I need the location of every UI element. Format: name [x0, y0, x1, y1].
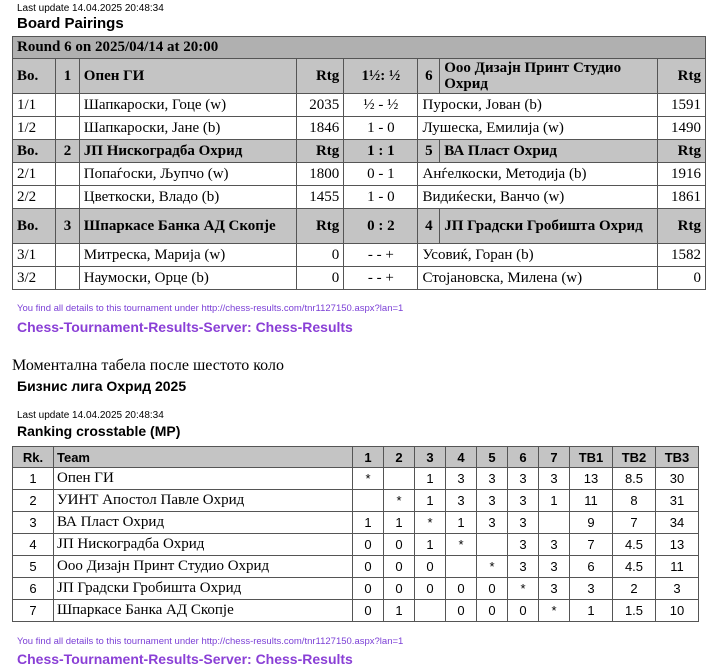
rank: 1	[13, 468, 54, 490]
match-points-cell: 3	[508, 512, 539, 534]
team-name: ЈП Нискоградба Охрид	[79, 140, 296, 163]
opponent-player-rating: 1490	[658, 117, 706, 140]
crosstable-row	[13, 600, 699, 622]
tb1-value: 13	[570, 468, 613, 490]
match-points-cell: *	[415, 512, 446, 534]
board-column-label: Bo.	[13, 140, 56, 163]
team-name: ВА Пласт Охрид	[54, 512, 353, 534]
team-number: 2	[56, 140, 80, 163]
empty-cell	[56, 267, 80, 290]
opponent-player-rating: 0	[658, 267, 706, 290]
caption: Моментална табела после шестото коло	[12, 357, 284, 374]
opponent-team-name: ВА Пласт Охрид	[440, 140, 658, 163]
crosstable-row	[13, 556, 699, 578]
match-points-cell: 3	[508, 468, 539, 490]
team-name: Шпаркасе Банка АД Скопје	[54, 600, 353, 622]
board-column-label: Bo.	[13, 209, 56, 244]
tb2-header: TB2	[613, 447, 656, 468]
match-points-cell	[384, 468, 415, 490]
opponent-rating-label: Rtg	[658, 140, 706, 163]
rank: 5	[13, 556, 54, 578]
empty-cell	[56, 186, 80, 209]
empty-cell	[56, 117, 80, 140]
match-points-cell: 3	[477, 468, 508, 490]
tb3-value: 31	[656, 490, 699, 512]
board-number: 3/1	[13, 244, 56, 267]
player-name: Шапкароски, Гоце (w)	[79, 94, 296, 117]
empty-cell	[56, 163, 80, 186]
tb2-value: 8	[613, 490, 656, 512]
match-points-cell: 0	[446, 578, 477, 600]
match-points-cell: 3	[539, 468, 570, 490]
board-row	[13, 117, 706, 140]
player-rating: 1846	[296, 117, 343, 140]
team-name: Ооо Дизајн Принт Студио Охрид	[54, 556, 353, 578]
opponent-column-header: 4	[446, 447, 477, 468]
opponent-player-name: Стојановска, Милена (w)	[418, 267, 658, 290]
game-result: 0 - 1	[344, 163, 418, 186]
match-points-cell: 3	[539, 534, 570, 556]
opponent-player-name: Видиќески, Ванчо (w)	[418, 186, 658, 209]
league-title: Бизнис лига Охрид 2025	[17, 378, 187, 394]
crosstable-row	[13, 512, 699, 534]
pairings-table	[12, 36, 706, 290]
round-label: Round 6 on 2025/04/14 at 20:00	[13, 37, 706, 59]
player-rating: 0	[296, 244, 343, 267]
tb3-value: 34	[656, 512, 699, 534]
match-points-cell: 0	[415, 578, 446, 600]
opponent-column-header: 3	[415, 447, 446, 468]
game-result: - - +	[344, 244, 418, 267]
tb2-value: 4.5	[613, 534, 656, 556]
match-points-cell: 1	[446, 512, 477, 534]
crosstable-header-row	[13, 447, 699, 468]
rank: 4	[13, 534, 54, 556]
match-points-cell	[415, 600, 446, 622]
ranking-crosstable	[12, 446, 699, 622]
match-score: 0 : 2	[344, 209, 418, 244]
empty-cell	[56, 94, 80, 117]
tb3-header: TB3	[656, 447, 699, 468]
chess-results-server-1[interactable]: Chess-Tournament-Results-Server: Chess-Results	[17, 319, 353, 335]
match-points-cell: 1	[415, 490, 446, 512]
game-result: 1 - 0	[344, 117, 418, 140]
board-row	[13, 267, 706, 290]
match-points-cell: 0	[353, 556, 384, 578]
opponent-column-header: 2	[384, 447, 415, 468]
match-header-row	[13, 209, 706, 244]
match-points-cell: 3	[508, 490, 539, 512]
opponent-player-name: Усовиќ, Горан (b)	[418, 244, 658, 267]
match-points-cell: 0	[353, 578, 384, 600]
match-points-cell: 0	[477, 578, 508, 600]
rating-label: Rtg	[296, 140, 343, 163]
match-points-cell: 1	[415, 468, 446, 490]
tb2-value: 7	[613, 512, 656, 534]
match-points-cell: 3	[508, 556, 539, 578]
opponent-player-name: Анѓелкоски, Методија (b)	[418, 163, 658, 186]
match-points-cell: 3	[477, 490, 508, 512]
tb2-value: 2	[613, 578, 656, 600]
opponent-team-number: 5	[418, 140, 440, 163]
match-points-cell	[353, 490, 384, 512]
tb3-value: 10	[656, 600, 699, 622]
match-points-cell: 3	[539, 578, 570, 600]
board-number: 1/2	[13, 117, 56, 140]
opponent-player-rating: 1861	[658, 186, 706, 209]
opponent-column-header: 5	[477, 447, 508, 468]
match-points-cell: 3	[477, 512, 508, 534]
opponent-player-name: Лушеска, Емилија (w)	[418, 117, 658, 140]
match-points-cell: 1	[353, 512, 384, 534]
match-points-cell: 3	[539, 556, 570, 578]
match-score: 1 : 1	[344, 140, 418, 163]
tb1-value: 7	[570, 534, 613, 556]
board-column-label: Bo.	[13, 59, 56, 94]
rank: 3	[13, 512, 54, 534]
board-row	[13, 186, 706, 209]
opponent-column-header: 6	[508, 447, 539, 468]
board-number: 2/1	[13, 163, 56, 186]
last-update-top: Last update 14.04.2025 20:48:34	[17, 3, 164, 14]
rank: 6	[13, 578, 54, 600]
match-header-row	[13, 59, 706, 94]
opponent-rating-label: Rtg	[658, 209, 706, 244]
chess-results-server-2[interactable]: Chess-Tournament-Results-Server: Chess-Results	[17, 651, 353, 667]
crosstable-row	[13, 534, 699, 556]
match-points-cell: *	[539, 600, 570, 622]
opponent-team-name: Ооо Дизајн Принт Студио Охрид	[440, 59, 658, 94]
player-name: Шапкароски, Јане (b)	[79, 117, 296, 140]
crosstable-title: Ranking crosstable (MP)	[17, 423, 181, 439]
team-name: ЈП Градски Гробишта Охрид	[54, 578, 353, 600]
player-rating: 0	[296, 267, 343, 290]
tournament-link-1[interactable]: You find all details to this tournament under http://chess-results.com/tnr1127150.aspx?lan=1	[17, 303, 404, 314]
board-row	[13, 94, 706, 117]
match-points-cell: 1	[539, 490, 570, 512]
player-name: Митреска, Марија (w)	[79, 244, 296, 267]
player-rating: 1455	[296, 186, 343, 209]
opponent-column-header: 7	[539, 447, 570, 468]
match-points-cell: 1	[415, 534, 446, 556]
match-points-cell: 3	[446, 490, 477, 512]
team-number: 3	[56, 209, 80, 244]
empty-cell	[56, 244, 80, 267]
opponent-column-header: 1	[353, 447, 384, 468]
match-points-cell: 0	[446, 600, 477, 622]
match-points-cell	[539, 512, 570, 534]
team-name: Шпаркасе Банка АД Скопје	[79, 209, 296, 244]
match-points-cell: 1	[384, 512, 415, 534]
board-row	[13, 244, 706, 267]
team-name: Опен ГИ	[79, 59, 296, 94]
tb1-value: 6	[570, 556, 613, 578]
match-points-cell: 0	[353, 600, 384, 622]
opponent-team-number: 4	[418, 209, 440, 244]
crosstable-row	[13, 490, 699, 512]
match-points-cell: 0	[384, 578, 415, 600]
opponent-team-number: 6	[418, 59, 440, 94]
last-update-cross: Last update 14.04.2025 20:48:34	[17, 410, 164, 421]
tb1-header: TB1	[570, 447, 613, 468]
match-score: 1½: ½	[344, 59, 418, 94]
rating-label: Rtg	[296, 59, 343, 94]
rating-label: Rtg	[296, 209, 343, 244]
tb1-value: 9	[570, 512, 613, 534]
match-points-cell: 3	[446, 468, 477, 490]
match-points-cell: 0	[477, 600, 508, 622]
player-rating: 2035	[296, 94, 343, 117]
crosstable-row	[13, 468, 699, 490]
match-points-cell: *	[446, 534, 477, 556]
player-name: Попаѓоски, Љупчо (w)	[79, 163, 296, 186]
opponent-player-rating: 1916	[658, 163, 706, 186]
team-name: УИНТ Апостол Павле Охрид	[54, 490, 353, 512]
match-points-cell	[477, 534, 508, 556]
player-rating: 1800	[296, 163, 343, 186]
match-points-cell	[446, 556, 477, 578]
team-number: 1	[56, 59, 80, 94]
tb1-value: 1	[570, 600, 613, 622]
match-points-cell: 3	[508, 534, 539, 556]
board-number: 1/1	[13, 94, 56, 117]
tb2-value: 4.5	[613, 556, 656, 578]
team-name: Опен ГИ	[54, 468, 353, 490]
team-name: ЈП Нискоградба Охрид	[54, 534, 353, 556]
tb3-value: 3	[656, 578, 699, 600]
team-header: Team	[54, 447, 353, 468]
opponent-rating-label: Rtg	[658, 59, 706, 94]
match-points-cell: 1	[384, 600, 415, 622]
tournament-link-2[interactable]: You find all details to this tournament under http://chess-results.com/tnr1127150.aspx?lan=1	[17, 636, 404, 647]
board-row	[13, 163, 706, 186]
rank-header: Rk.	[13, 447, 54, 468]
player-name: Цветкоски, Владо (b)	[79, 186, 296, 209]
match-points-cell: 0	[353, 534, 384, 556]
tb3-value: 30	[656, 468, 699, 490]
round-row	[13, 37, 706, 59]
match-points-cell: *	[508, 578, 539, 600]
board-pairings-title: Board Pairings	[17, 15, 124, 32]
match-points-cell: 0	[384, 556, 415, 578]
opponent-player-rating: 1582	[658, 244, 706, 267]
game-result: - - +	[344, 267, 418, 290]
opponent-team-name: ЈП Градски Гробишта Охрид	[440, 209, 658, 244]
opponent-player-name: Пуроски, Јован (b)	[418, 94, 658, 117]
match-points-cell: 0	[415, 556, 446, 578]
board-number: 2/2	[13, 186, 56, 209]
match-points-cell: 0	[508, 600, 539, 622]
tb1-value: 11	[570, 490, 613, 512]
rank: 2	[13, 490, 54, 512]
match-points-cell: 0	[384, 534, 415, 556]
tb3-value: 11	[656, 556, 699, 578]
game-result: ½ - ½	[344, 94, 418, 117]
tb3-value: 13	[656, 534, 699, 556]
opponent-player-rating: 1591	[658, 94, 706, 117]
match-header-row	[13, 140, 706, 163]
game-result: 1 - 0	[344, 186, 418, 209]
match-points-cell: *	[477, 556, 508, 578]
tb2-value: 1.5	[613, 600, 656, 622]
tb2-value: 8.5	[613, 468, 656, 490]
crosstable-row	[13, 578, 699, 600]
match-points-cell: *	[384, 490, 415, 512]
player-name: Наумоски, Орце (b)	[79, 267, 296, 290]
rank: 7	[13, 600, 54, 622]
board-number: 3/2	[13, 267, 56, 290]
match-points-cell: *	[353, 468, 384, 490]
tb1-value: 3	[570, 578, 613, 600]
